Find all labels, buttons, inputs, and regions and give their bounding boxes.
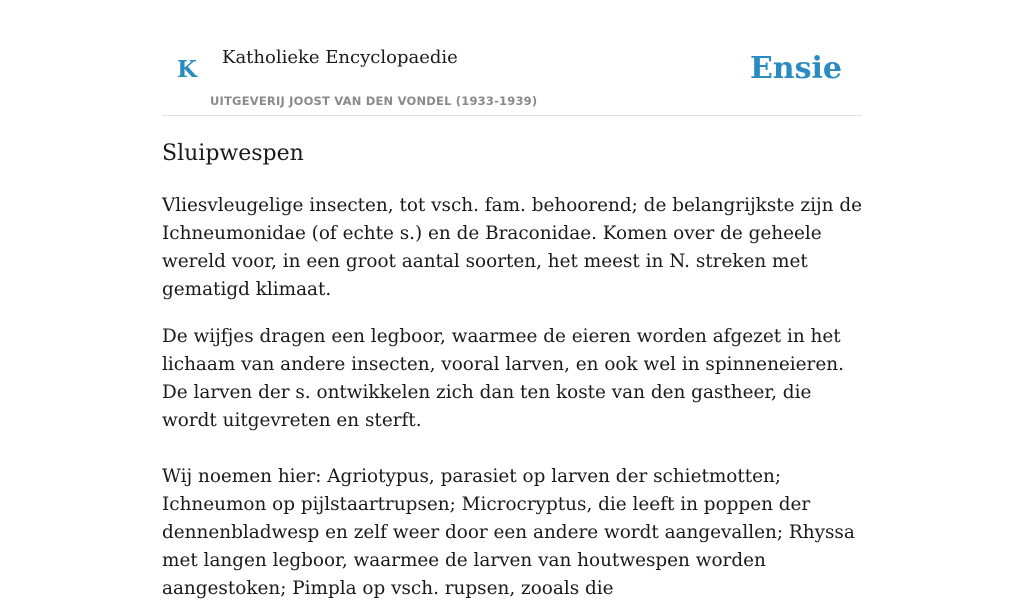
publisher-label: UITGEVERIJ JOOST VAN DEN VONDEL (1933-1939) xyxy=(210,94,538,108)
site-title[interactable]: Katholieke Encyclopaedie xyxy=(222,47,458,68)
brand-logo[interactable]: Ensie xyxy=(749,51,842,86)
article-paragraph: Wij noemen hier: Agriotypus, parasiet op larven der schietmotten; Ichneumon op pijlstaartrupsen; Microcryptus, die leeft in poppen der dennenbladwesp en zelf weer door een andere wordt aangevallen; Rhyssa met langen legboor, waarmee de larven van houtwespen worden aangestoken; Pimpla op vsch. rupsen, zooals die xyxy=(162,466,855,599)
article-title: Sluipwespen xyxy=(162,141,304,166)
article-paragraph: De wijfjes dragen een legboor, waarmee de eieren worden afgezet in het lichaam van andere insecten, vooral larven, en ook wel in spinneneieren. De larven der s. ontwikkelen zich dan ten koste van den gastheer, die wordt uitgevreten en sterft. xyxy=(162,326,844,431)
page xyxy=(162,0,863,599)
site-header xyxy=(162,0,862,116)
article-body xyxy=(162,192,868,603)
article-paragraph: Vliesvleugelige insecten, tot vsch. fam. behoorend; de belangrijkste zijn de Ichneumonidae (of echte s.) en de Braconidae. Komen over de geheele wereld voor, in een groot aantal soorten, het meest in N. streken met gematigd klimaat. xyxy=(162,195,863,300)
site-logo[interactable]: K xyxy=(177,56,197,83)
